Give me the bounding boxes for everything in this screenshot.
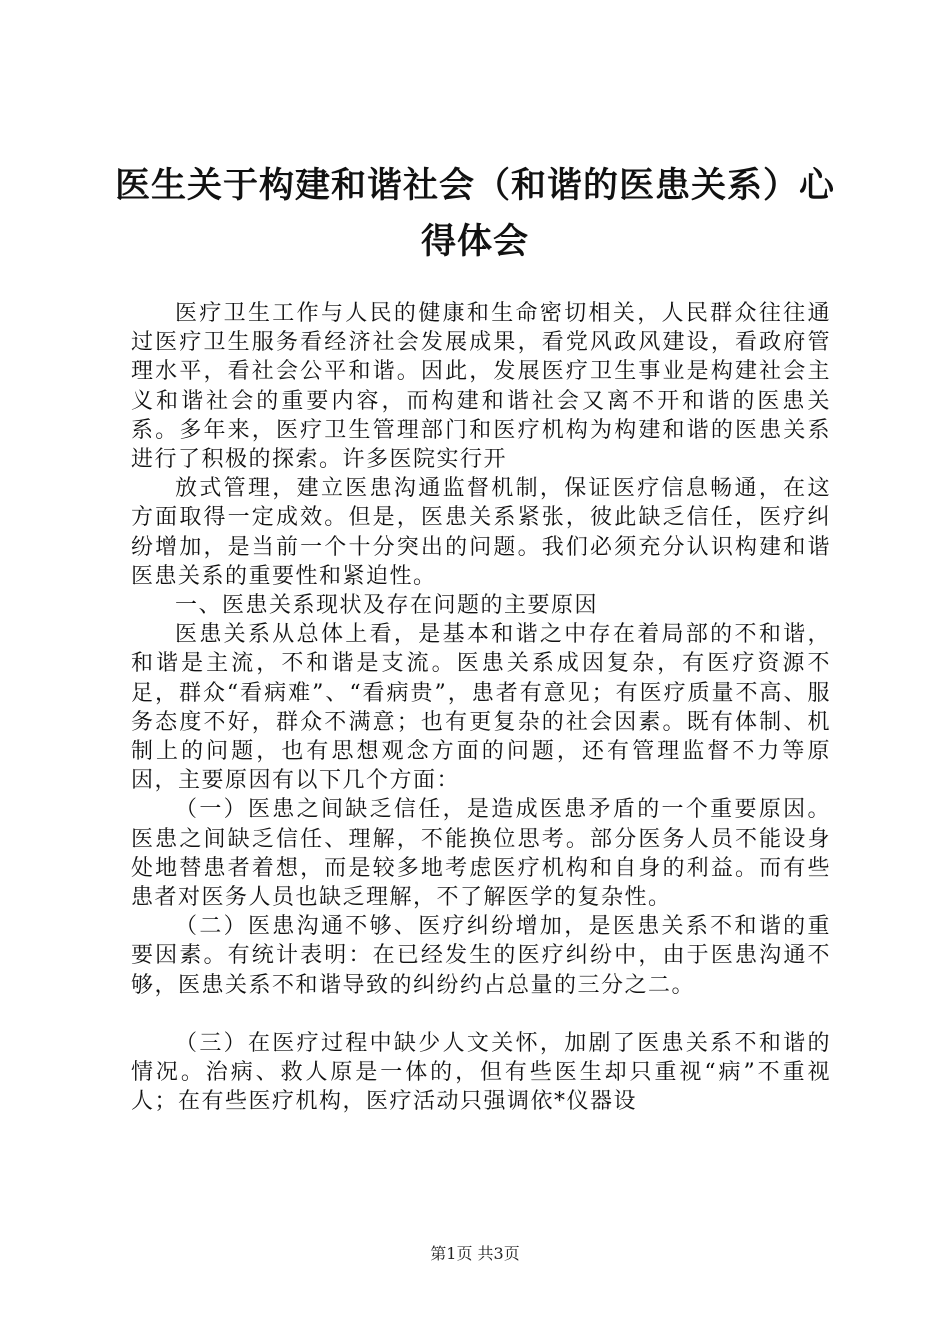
document-body: [131, 299, 831, 1116]
paragraph: 放式管理，建立医患沟通监督机制，保证医疗信息畅通，在这方面取得一定成效。但是，医患关系紧张，彼此缺乏信任，医疗纠纷增加，是当前一个十分突出的问题。我们必须充分认识构建和谐医患关系的重要性和紧迫性。: [131, 476, 831, 589]
paragraph: 医疗卫生工作与人民的健康和生命密切相关，人民群众往往通过医疗卫生服务看经济社会发展成果，看党风政风建设，看政府管理水平，看社会公平和谐。因此，发展医疗卫生事业是构建社会主义和谐社会的重要内容，而构建和谐社会又离不开和谐的医患关系。多年来，医疗卫生管理部门和医疗机构为构建和谐的医患关系进行了积极的探索。许多医院实行开: [131, 301, 831, 473]
paragraph: 医患关系从总体上看，是基本和谐之中存在着局部的不和谐，和谐是主流，不和谐是支流。医患关系成因复杂，有医疗资源不足，群众“看病难”、“看病贵”，患者有意见；有医疗质量不高、服务态度不好，群众不满意；也有更复杂的社会因素。既有体制、机制上的问题，也有思想观念方面的问题，还有管理监督不力等原因，主要原因有以下几个方面：: [131, 622, 831, 794]
paragraph: （三）在医疗过程中缺少人文关怀，加剧了医患关系不和谐的情况。治病、救人原是一体的，但有些医生却只重视“病”不重视人；在有些医疗机构，医疗活动只强调依*仪器设: [131, 1030, 831, 1115]
section-heading: 一、医患关系现状及存在问题的主要原因: [175, 593, 599, 619]
page-footer: 第1页 共3页: [430, 1244, 520, 1263]
paragraph: （一）医患之间缺乏信任，是造成医患矛盾的一个重要原因。医患之间缺乏信任、理解，不能换位思考。部分医务人员不能设身处地替患者着想，而是较多地考虑医疗机构和自身的利益。而有些患者对医务人员也缺乏理解，不了解医学的复杂性。: [131, 797, 831, 911]
paragraph: （二）医患沟通不够、医疗纠纷增加，是医患关系不和谐的重要因素。有统计表明：在已经发生的医疗纠纷中，由于医患沟通不够，医患关系不和谐导致的纠纷约占总量的三分之二。: [131, 914, 831, 998]
document-title: 医生关于构建和谐社会（和谐的医患关系）心得体会: [114, 166, 835, 262]
